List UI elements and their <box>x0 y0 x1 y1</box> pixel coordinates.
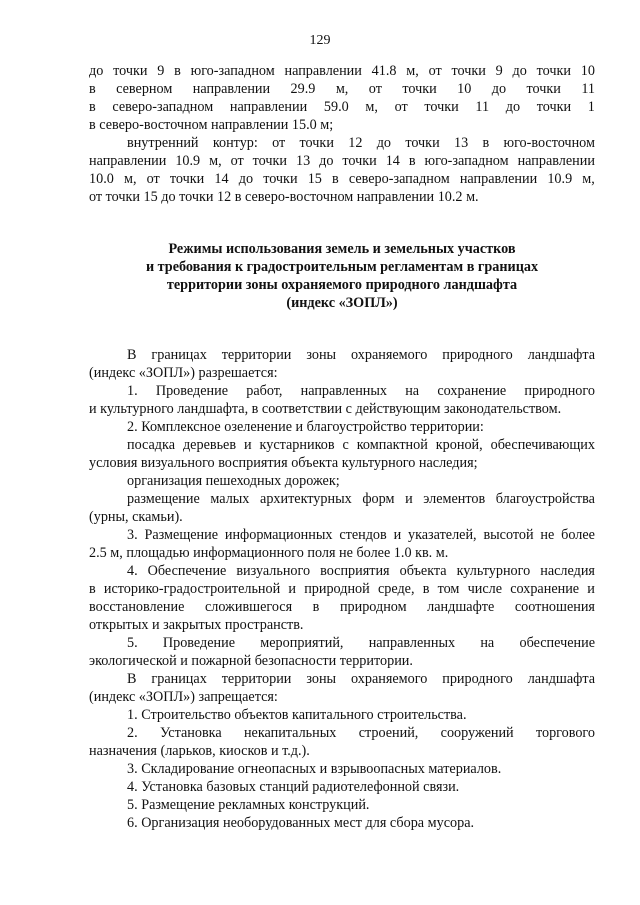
word: направлении <box>89 153 167 169</box>
word: 1 <box>587 99 595 115</box>
text-line: 2. Комплексное озеленение и благоустройство территории: <box>127 419 484 435</box>
word: точки <box>113 63 148 79</box>
word: от <box>146 171 160 187</box>
word: с <box>342 437 349 453</box>
word: сохранение <box>437 383 507 399</box>
text-line: 6. Организация необорудованных мест для сбора мусора. <box>127 815 475 831</box>
word: работ, <box>246 383 283 399</box>
word: малых <box>210 491 250 507</box>
word: соотношения <box>514 599 595 615</box>
word: деревьев <box>182 437 237 453</box>
word: ландшафте <box>427 599 495 615</box>
word: м, <box>123 171 137 187</box>
word: северном <box>116 81 173 97</box>
word: точки <box>526 81 561 97</box>
text-line: назначения (ларьков, киосков и т.д.). <box>89 743 310 759</box>
text-line: в северо-восточном направлении 15.0 м; <box>89 117 334 133</box>
word: природного <box>442 347 513 363</box>
word: размещение <box>127 491 200 507</box>
word: архитектурных <box>260 491 352 507</box>
word: от <box>272 135 286 151</box>
word: объекта <box>399 563 447 579</box>
word: 2. <box>127 725 138 741</box>
word: от <box>230 153 244 169</box>
word: м, <box>365 99 378 115</box>
word: и <box>393 527 402 543</box>
word: 10.0 <box>89 171 114 187</box>
word: территории <box>221 671 292 687</box>
word: стендов <box>339 527 387 543</box>
word: направленных <box>368 635 456 651</box>
word: 15 <box>307 171 322 187</box>
word: направлении <box>459 171 538 187</box>
word: 11 <box>475 99 490 115</box>
word: до <box>505 99 521 115</box>
text-line <box>89 98 595 116</box>
word: в <box>312 599 320 615</box>
word: 12 <box>348 135 363 151</box>
word: наследия <box>540 563 595 579</box>
text-line <box>89 490 595 508</box>
text-line <box>89 170 595 188</box>
word: элементов <box>423 491 486 507</box>
word: в <box>174 63 181 79</box>
word: В <box>127 671 137 687</box>
word: охраняемого <box>351 347 428 363</box>
word: восстановление <box>89 599 185 615</box>
word: ландшафта <box>527 671 595 687</box>
word: историко-градостроительной <box>103 581 281 597</box>
text-line: и культурного ландшафта, в соответствии с действующим законодательством. <box>89 401 562 417</box>
word: направлении <box>517 153 595 169</box>
text-line <box>89 80 595 98</box>
word: в <box>422 581 430 597</box>
heading-line: (индекс «ЗОПЛ») <box>286 295 398 311</box>
word: форм <box>362 491 395 507</box>
word: северо-западном <box>112 99 214 115</box>
word: числе <box>467 581 503 597</box>
word: юго-западном <box>190 63 275 79</box>
text-line <box>89 134 595 152</box>
word: и <box>587 581 595 597</box>
word: направлении <box>192 81 271 97</box>
text-line: (индекс «ЗОПЛ») разрешается: <box>89 365 278 381</box>
word: в <box>89 81 96 97</box>
word: 10.9 <box>175 153 201 169</box>
word: 13 <box>453 135 469 151</box>
text-line <box>89 152 595 170</box>
word: визуального <box>236 563 311 579</box>
text-line: условия визуального восприятия объекта культурного наследия; <box>89 455 478 471</box>
word: до <box>512 63 527 79</box>
word: в <box>89 99 96 115</box>
text-line: (индекс «ЗОПЛ») запрещается: <box>89 689 278 705</box>
word: точки <box>424 99 459 115</box>
word: от <box>428 63 442 79</box>
text-line <box>89 62 595 80</box>
text-line <box>89 436 595 454</box>
word: сложившегося <box>204 599 293 615</box>
word: зоны <box>306 671 337 687</box>
word: высотой <box>483 527 534 543</box>
word: и <box>288 581 296 597</box>
word: 41.8 <box>371 63 397 79</box>
word: 10.9 <box>547 171 573 187</box>
word: северо-западном <box>348 171 450 187</box>
word: точки <box>451 63 486 79</box>
text-line: 1. Строительство объектов капитального строительства. <box>127 707 467 723</box>
word: благоустройства <box>495 491 595 507</box>
word: Обеспечение <box>147 563 227 579</box>
word: природном <box>339 599 407 615</box>
word: не <box>540 527 555 543</box>
word: точки <box>342 153 377 169</box>
word: 9 <box>157 63 165 79</box>
word: обеспечивающих <box>490 437 595 453</box>
word: в <box>332 171 339 187</box>
word: м, <box>209 153 222 169</box>
word: указателей, <box>407 527 477 543</box>
word: 4. <box>127 563 138 579</box>
word: природной <box>304 581 370 597</box>
word: посадка <box>127 437 176 453</box>
word: до <box>238 171 254 187</box>
word: сохранение <box>510 581 580 597</box>
word: 14 <box>214 171 229 187</box>
word: В <box>127 347 137 363</box>
text-line: организация пешеходных дорожек; <box>127 473 340 489</box>
word: в <box>482 135 490 151</box>
text-line: от точки 15 до точки 12 в северо-восточном направлении 10.2 м. <box>89 189 479 205</box>
word: торгового <box>535 725 595 741</box>
text-line: 2.5 м, площадью информационного поля не более 1.0 кв. м. <box>89 545 449 561</box>
word: точки <box>405 135 440 151</box>
word: зоны <box>306 347 337 363</box>
word: и <box>244 437 252 453</box>
word: 10 <box>457 81 472 97</box>
text-line: 3. Складирование огнеопасных и взрывоопасных материалов. <box>127 761 502 777</box>
text-line <box>89 346 595 364</box>
word: территории <box>221 347 292 363</box>
word: строений, <box>358 725 419 741</box>
word: ландшафта <box>527 347 595 363</box>
word: м, <box>582 171 595 187</box>
word: сооружений <box>440 725 514 741</box>
word: обеспечение <box>519 635 595 651</box>
word: точки <box>536 63 571 79</box>
word: восприятия <box>320 563 390 579</box>
word: 13 <box>295 153 311 169</box>
word: 5. <box>127 635 138 651</box>
text-line <box>89 670 595 688</box>
text-line: экологической и пожарной безопасности территории. <box>89 653 413 669</box>
word: 59.0 <box>323 99 349 115</box>
word: точки <box>169 171 205 187</box>
word: Проведение <box>162 635 236 651</box>
word: границах <box>151 671 207 687</box>
text-line: (урны, скамьи). <box>89 509 183 525</box>
word: точки <box>263 171 298 187</box>
word: 3. <box>127 527 138 543</box>
word: 11 <box>581 81 595 97</box>
heading-line: Режимы использования земель и земельных участков <box>168 241 516 257</box>
heading-line: и требования к градостроительным регламентам в границах <box>145 259 539 275</box>
word: от <box>368 81 382 97</box>
text-line: 4. Установка базовых станций радиотелефонной связи. <box>127 779 460 795</box>
text-line: 5. Размещение рекламных конструкций. <box>127 797 370 813</box>
word: направленных <box>300 383 388 399</box>
word: направлении <box>284 63 362 79</box>
word: точки <box>252 153 288 169</box>
word: кроной, <box>435 437 483 453</box>
word: среде, <box>377 581 415 597</box>
word: м, <box>335 81 349 97</box>
word: информационных <box>224 527 333 543</box>
word: направлении <box>229 99 308 115</box>
word: до <box>89 63 104 79</box>
text-line <box>89 562 595 580</box>
word: кустарников <box>259 437 335 453</box>
word: мероприятий, <box>260 635 344 651</box>
word: охраняемого <box>351 671 428 687</box>
word: юго-западном <box>424 153 509 169</box>
word: природного <box>442 671 513 687</box>
text-line <box>89 382 595 400</box>
word: границах <box>151 347 207 363</box>
word: и <box>405 491 413 507</box>
text-line <box>89 526 595 544</box>
word: 10 <box>580 63 595 79</box>
word: 9 <box>495 63 503 79</box>
word: культурного <box>456 563 531 579</box>
word: 29.9 <box>290 81 316 97</box>
word: том <box>437 581 460 597</box>
word: 1. <box>127 383 138 399</box>
word: внутренний <box>127 135 199 151</box>
word: в <box>89 581 96 597</box>
word: точки <box>536 99 572 115</box>
document-body <box>89 62 595 832</box>
text-line <box>89 724 595 742</box>
word: до <box>491 81 507 97</box>
word: компактной <box>356 437 428 453</box>
word: Проведение <box>155 383 229 399</box>
word: Установка <box>159 725 222 741</box>
heading-line: территории зоны охраняемого природного ландшафта <box>166 277 518 293</box>
text-line <box>89 580 595 598</box>
word: юго-восточном <box>503 135 595 151</box>
section-heading <box>89 240 595 312</box>
text-line <box>89 634 595 652</box>
word: м, <box>406 63 419 79</box>
text-line <box>89 598 595 616</box>
word: на <box>480 635 495 651</box>
word: 14 <box>385 153 400 169</box>
word: до <box>319 153 334 169</box>
word: в <box>408 153 416 169</box>
word: более <box>561 527 595 543</box>
word: контур: <box>212 135 258 151</box>
text-line: открытых и закрытых пространств. <box>89 617 304 633</box>
word: некапитальных <box>243 725 337 741</box>
word: от <box>394 99 408 115</box>
word: точки <box>299 135 334 151</box>
page-number: 129 <box>309 33 331 48</box>
word: Размещение <box>144 527 219 543</box>
word: до <box>376 135 392 151</box>
word: природного <box>524 383 595 399</box>
word: точки <box>402 81 437 97</box>
word: на <box>405 383 420 399</box>
